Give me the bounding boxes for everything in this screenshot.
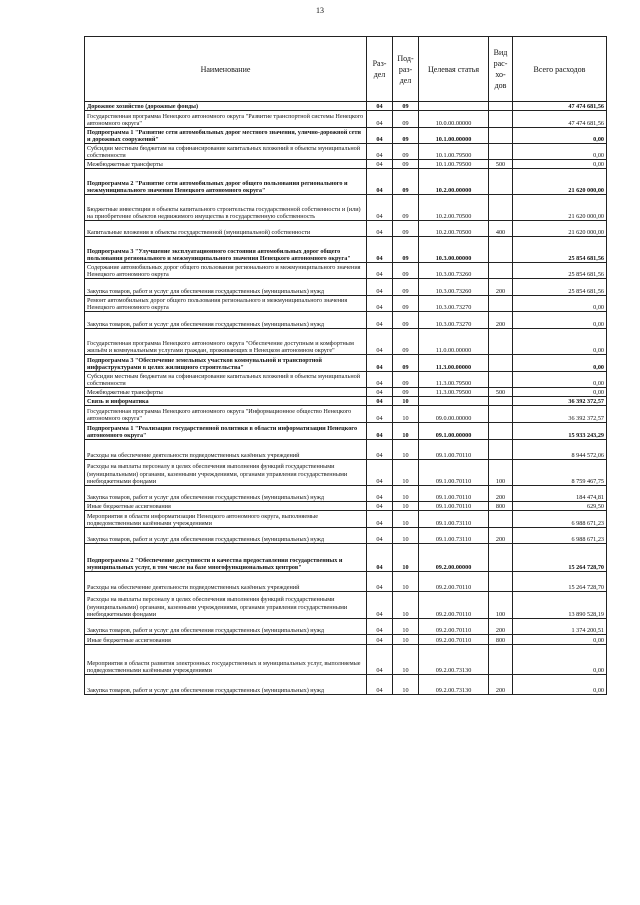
row-razdel: 04 (367, 144, 393, 160)
row-razdel: 04 (367, 544, 393, 572)
row-name: Государственная программа Ненецкого автономного округа "Информационное общество Ненецкого автономного округа" (85, 406, 367, 423)
row-vid: 800 (489, 502, 513, 511)
row-vid: 200 (489, 486, 513, 502)
row-total: 6 988 671,23 (513, 511, 607, 528)
row-target: 11.3.00.00000 (419, 355, 489, 372)
row-total: 6 988 671,23 (513, 528, 607, 544)
table-row (85, 423, 607, 440)
row-razdel: 04 (367, 279, 393, 296)
header-podrazdel: Под-раз-дел (393, 37, 419, 102)
row-vid (489, 406, 513, 423)
row-name: Подпрограмма 2 "Обеспечение доступности и качества предоставления государственных и муниципальных услуг, в том числе на базе многофункциональных центров" (85, 544, 367, 572)
table-row (85, 355, 607, 372)
row-razdel: 04 (367, 572, 393, 592)
row-podrazdel: 10 (393, 460, 419, 486)
budget-table (84, 36, 607, 695)
row-vid: 200 (489, 675, 513, 695)
row-total: 36 392 372,57 (513, 397, 607, 406)
row-podrazdel: 09 (393, 111, 419, 128)
table-row (85, 406, 607, 423)
table-row (85, 221, 607, 237)
row-podrazdel: 10 (393, 528, 419, 544)
table-row (85, 169, 607, 195)
row-name: Дорожное хозяйство (дорожные фонды) (85, 102, 367, 111)
row-razdel: 04 (367, 263, 393, 279)
row-podrazdel: 10 (393, 397, 419, 406)
row-razdel: 04 (367, 675, 393, 695)
row-vid (489, 195, 513, 221)
row-podrazdel: 09 (393, 102, 419, 111)
row-vid (489, 355, 513, 372)
row-razdel: 04 (367, 406, 393, 423)
row-podrazdel: 09 (393, 195, 419, 221)
table-row (85, 312, 607, 329)
row-name: Закупка товаров, работ и услуг для обеспечения государственных (муниципальных) нужд (85, 675, 367, 695)
row-target: 09.2.00.73130 (419, 645, 489, 675)
row-target: 11.0.00.00000 (419, 329, 489, 355)
row-podrazdel: 10 (393, 440, 419, 460)
row-name: Закупка товаров, работ и услуг для обеспечения государственных (муниципальных) нужд (85, 312, 367, 329)
row-vid: 200 (489, 312, 513, 329)
row-razdel: 04 (367, 312, 393, 329)
row-total: 0,00 (513, 675, 607, 695)
table-row (85, 128, 607, 144)
row-total: 25 854 681,56 (513, 263, 607, 279)
row-total: 15 933 243,29 (513, 423, 607, 440)
row-vid (489, 440, 513, 460)
row-target: 10.2.00.70500 (419, 195, 489, 221)
row-target: 10.3.00.73270 (419, 296, 489, 312)
row-total: 21 620 000,00 (513, 169, 607, 195)
row-razdel: 04 (367, 460, 393, 486)
row-name: Межбюджетные трансферты (85, 388, 367, 397)
table-row (85, 460, 607, 486)
row-target: 09.2.00.70110 (419, 592, 489, 619)
row-total: 184 474,81 (513, 486, 607, 502)
row-podrazdel: 09 (393, 169, 419, 195)
row-name: Иные бюджетные ассигнования (85, 502, 367, 511)
header-name: Наименование (85, 37, 367, 102)
table-row (85, 296, 607, 312)
table-row (85, 263, 607, 279)
header-total: Всего расходов (513, 37, 607, 102)
row-total: 629,50 (513, 502, 607, 511)
row-name: Подпрограмма 3 "Обеспечение земельных участков коммунальной и транспортной инфраструктурами в целях жилищного строительства" (85, 355, 367, 372)
row-vid: 200 (489, 279, 513, 296)
row-target: 09.1.00.70110 (419, 440, 489, 460)
row-target: 09.1.00.70110 (419, 486, 489, 502)
table-row (85, 237, 607, 263)
row-name: Связь и информатика (85, 397, 367, 406)
table-row (85, 372, 607, 388)
row-vid (489, 111, 513, 128)
row-podrazdel: 10 (393, 572, 419, 592)
row-razdel: 04 (367, 397, 393, 406)
row-podrazdel: 09 (393, 263, 419, 279)
row-podrazdel: 09 (393, 237, 419, 263)
table-row (85, 592, 607, 619)
row-total: 0,00 (513, 372, 607, 388)
row-vid (489, 645, 513, 675)
row-total: 0,00 (513, 388, 607, 397)
row-vid: 400 (489, 221, 513, 237)
row-vid (489, 544, 513, 572)
row-razdel: 04 (367, 592, 393, 619)
row-target: 09.2.00.73130 (419, 675, 489, 695)
row-razdel: 04 (367, 221, 393, 237)
row-razdel: 04 (367, 502, 393, 511)
row-podrazdel: 09 (393, 160, 419, 169)
row-target: 09.1.00.73110 (419, 511, 489, 528)
row-vid: 200 (489, 528, 513, 544)
row-name: Закупка товаров, работ и услуг для обеспечения государственных (муниципальных) нужд (85, 486, 367, 502)
table-row (85, 144, 607, 160)
row-total: 0,00 (513, 645, 607, 675)
table-row (85, 329, 607, 355)
row-total: 25 854 681,56 (513, 279, 607, 296)
row-razdel: 04 (367, 372, 393, 388)
table-row (85, 619, 607, 635)
row-total: 0,00 (513, 312, 607, 329)
row-podrazdel: 09 (393, 296, 419, 312)
row-name: Мероприятия в области развития электронных государственных и муниципальных услуг, выполняемые подведомственными казёнными учреждениями (85, 645, 367, 675)
row-podrazdel: 09 (393, 144, 419, 160)
row-name: Подпрограмма 1 "Реализация государственной политики в области информатизации Ненецкого автономного округа" (85, 423, 367, 440)
row-name: Иные бюджетные ассигнования (85, 635, 367, 645)
row-target: 11.3.00.79500 (419, 388, 489, 397)
row-razdel: 04 (367, 102, 393, 111)
row-name: Расходы на обеспечение деятельности подведомственных казённых учреждений (85, 440, 367, 460)
table-row (85, 397, 607, 406)
row-name: Закупка товаров, работ и услуг для обеспечения государственных (муниципальных) нужд (85, 619, 367, 635)
row-podrazdel: 09 (393, 372, 419, 388)
table-header-row (85, 37, 607, 102)
row-razdel: 04 (367, 635, 393, 645)
table-row (85, 279, 607, 296)
row-target: 09.2.00.00000 (419, 544, 489, 572)
row-podrazdel: 10 (393, 406, 419, 423)
row-razdel: 04 (367, 195, 393, 221)
row-name: Мероприятия в области информатизации Ненецкого автономного округа, выполняемые подведомственными казёнными учреждениями (85, 511, 367, 528)
page-number: 13 (316, 6, 324, 15)
row-vid (489, 102, 513, 111)
row-vid (489, 144, 513, 160)
table-row (85, 572, 607, 592)
row-total: 0,00 (513, 635, 607, 645)
row-razdel: 04 (367, 296, 393, 312)
row-name: Содержание автомобильных дорог общего пользования регионального и межмуниципального значения Ненецкого автономного округа (85, 263, 367, 279)
row-vid: 500 (489, 388, 513, 397)
row-vid (489, 263, 513, 279)
row-razdel: 04 (367, 237, 393, 263)
row-total: 21 620 000,00 (513, 221, 607, 237)
row-razdel: 04 (367, 355, 393, 372)
row-total: 25 854 681,56 (513, 237, 607, 263)
header-vid: Вид рас-хо-дов (489, 37, 513, 102)
row-total: 0,00 (513, 355, 607, 372)
row-target: 10.1.00.79500 (419, 144, 489, 160)
row-target: 10.3.00.73260 (419, 263, 489, 279)
row-vid (489, 372, 513, 388)
row-name: Ремонт автомобильных дорог общего пользования регионального и межмуниципального значения Ненецкого автономного округа (85, 296, 367, 312)
row-vid (489, 572, 513, 592)
row-razdel: 04 (367, 128, 393, 144)
table-row (85, 102, 607, 111)
row-total: 8 759 467,75 (513, 460, 607, 486)
row-vid: 800 (489, 635, 513, 645)
row-podrazdel: 09 (393, 279, 419, 296)
row-podrazdel: 09 (393, 128, 419, 144)
row-total: 47 474 681,56 (513, 102, 607, 111)
table-row (85, 440, 607, 460)
row-name: Субсидии местным бюджетам на софинансирование капитальных вложений в объекты муниципальной собственности (85, 372, 367, 388)
row-podrazdel: 09 (393, 329, 419, 355)
row-target: 10.3.00.00000 (419, 237, 489, 263)
row-name: Бюджетные инвестиции в объекты капитального строительства государственной собственности и (или) на приобретение объектов недвижимого имущества в государственную собственность (85, 195, 367, 221)
row-total: 13 890 528,19 (513, 592, 607, 619)
row-razdel: 04 (367, 329, 393, 355)
header-target: Целевая статья (419, 37, 489, 102)
row-target: 10.2.00.00000 (419, 169, 489, 195)
row-name: Подпрограмма 1 "Развитие сети автомобильных дорог местного значения, улично-дорожной сети и дорожных сооружений" (85, 128, 367, 144)
row-podrazdel: 10 (393, 423, 419, 440)
row-name: Закупка товаров, работ и услуг для обеспечения государственных (муниципальных) нужд (85, 279, 367, 296)
row-total: 1 374 200,51 (513, 619, 607, 635)
row-target: 10.1.00.79500 (419, 160, 489, 169)
row-total: 15 264 728,70 (513, 572, 607, 592)
row-target: 09.2.00.70110 (419, 619, 489, 635)
row-target: 10.3.00.73270 (419, 312, 489, 329)
row-target: 09.2.00.70110 (419, 572, 489, 592)
row-total: 8 944 572,06 (513, 440, 607, 460)
row-target: 09.1.00.70110 (419, 502, 489, 511)
table-row (85, 388, 607, 397)
row-razdel: 04 (367, 619, 393, 635)
row-vid (489, 128, 513, 144)
row-target: 10.0.00.00000 (419, 111, 489, 128)
row-podrazdel: 10 (393, 645, 419, 675)
row-vid (489, 397, 513, 406)
row-name: Расходы на выплаты персоналу в целях обеспечения выполнения функций государственными (муниципальными) органами, казенными учреждениями, органами управления государственными внебюджетными фондами (85, 460, 367, 486)
row-name: Закупка товаров, работ и услуг для обеспечения государственных (муниципальных) нужд (85, 528, 367, 544)
row-razdel: 04 (367, 511, 393, 528)
row-name: Подпрограмма 3 "Улучшение эксплуатационного состояния автомобильных дорог общего пользования регионального и межмуниципального значения Ненецкого автономного округа" (85, 237, 367, 263)
row-podrazdel: 10 (393, 619, 419, 635)
table-row (85, 675, 607, 695)
row-name: Расходы на обеспечение деятельности подведомственных казённых учреждений (85, 572, 367, 592)
row-total: 15 264 728,70 (513, 544, 607, 572)
table-row (85, 544, 607, 572)
row-podrazdel: 09 (393, 355, 419, 372)
row-podrazdel: 09 (393, 388, 419, 397)
row-target: 09.2.00.70110 (419, 635, 489, 645)
row-total: 36 392 372,57 (513, 406, 607, 423)
row-total: 21 620 000,00 (513, 195, 607, 221)
row-vid: 100 (489, 460, 513, 486)
row-name: Подпрограмма 2 "Развитие сети автомобильных дорог общего пользования регионального и межмуниципального значения Ненецкого автономного округа" (85, 169, 367, 195)
row-razdel: 04 (367, 486, 393, 502)
row-podrazdel: 10 (393, 544, 419, 572)
table-body (85, 102, 607, 695)
row-total: 0,00 (513, 128, 607, 144)
row-target: 09.1.00.70110 (419, 460, 489, 486)
row-vid: 500 (489, 160, 513, 169)
table-row (85, 502, 607, 511)
row-target (419, 102, 489, 111)
row-podrazdel: 10 (393, 502, 419, 511)
row-razdel: 04 (367, 645, 393, 675)
row-target (419, 397, 489, 406)
row-podrazdel: 10 (393, 592, 419, 619)
row-razdel: 04 (367, 388, 393, 397)
table-row (85, 635, 607, 645)
row-name: Государственная программа Ненецкого автономного округа "Развитие транспортной системы Ненецкого автономного округа" (85, 111, 367, 128)
row-vid (489, 169, 513, 195)
row-total: 47 474 681,56 (513, 111, 607, 128)
row-vid: 200 (489, 619, 513, 635)
row-razdel: 04 (367, 528, 393, 544)
row-name: Межбюджетные трансферты (85, 160, 367, 169)
row-target: 11.3.00.79500 (419, 372, 489, 388)
row-razdel: 04 (367, 111, 393, 128)
row-total: 0,00 (513, 144, 607, 160)
row-name: Расходы на выплаты персоналу в целях обеспечения выполнения функций государственными (муниципальными) органами, казенными учреждениями, органами управления государственными внебюджетными фондами (85, 592, 367, 619)
table-row (85, 645, 607, 675)
row-razdel: 04 (367, 423, 393, 440)
table-row (85, 195, 607, 221)
row-vid (489, 423, 513, 440)
row-total: 0,00 (513, 329, 607, 355)
row-podrazdel: 10 (393, 675, 419, 695)
row-podrazdel: 09 (393, 221, 419, 237)
row-target: 09.1.00.73110 (419, 528, 489, 544)
row-name: Государственная программа Ненецкого автономного округа "Обеспечение доступным и комфортным жильём и коммунальными услугами граждан, проживающих в Ненецком автономном округе" (85, 329, 367, 355)
table-row (85, 528, 607, 544)
row-vid (489, 237, 513, 263)
row-podrazdel: 10 (393, 635, 419, 645)
table-row (85, 160, 607, 169)
row-podrazdel: 10 (393, 511, 419, 528)
row-podrazdel: 09 (393, 312, 419, 329)
row-total: 0,00 (513, 296, 607, 312)
header-razdel: Раз-дел (367, 37, 393, 102)
row-razdel: 04 (367, 440, 393, 460)
row-target: 10.3.00.73260 (419, 279, 489, 296)
row-name: Капитальные вложения в объекты государственной (муниципальной) собственности (85, 221, 367, 237)
row-name: Субсидии местным бюджетам на софинансирование капитальных вложений в объекты муниципальной собственности (85, 144, 367, 160)
row-target: 10.2.00.70500 (419, 221, 489, 237)
row-total: 0,00 (513, 160, 607, 169)
row-target: 09.0.00.00000 (419, 406, 489, 423)
row-vid (489, 329, 513, 355)
row-vid (489, 296, 513, 312)
table-row (85, 111, 607, 128)
row-razdel: 04 (367, 169, 393, 195)
row-vid: 100 (489, 592, 513, 619)
row-podrazdel: 10 (393, 486, 419, 502)
row-target: 10.1.00.00000 (419, 128, 489, 144)
table-row (85, 486, 607, 502)
row-target: 09.1.00.00000 (419, 423, 489, 440)
table-row (85, 511, 607, 528)
row-vid (489, 511, 513, 528)
row-razdel: 04 (367, 160, 393, 169)
